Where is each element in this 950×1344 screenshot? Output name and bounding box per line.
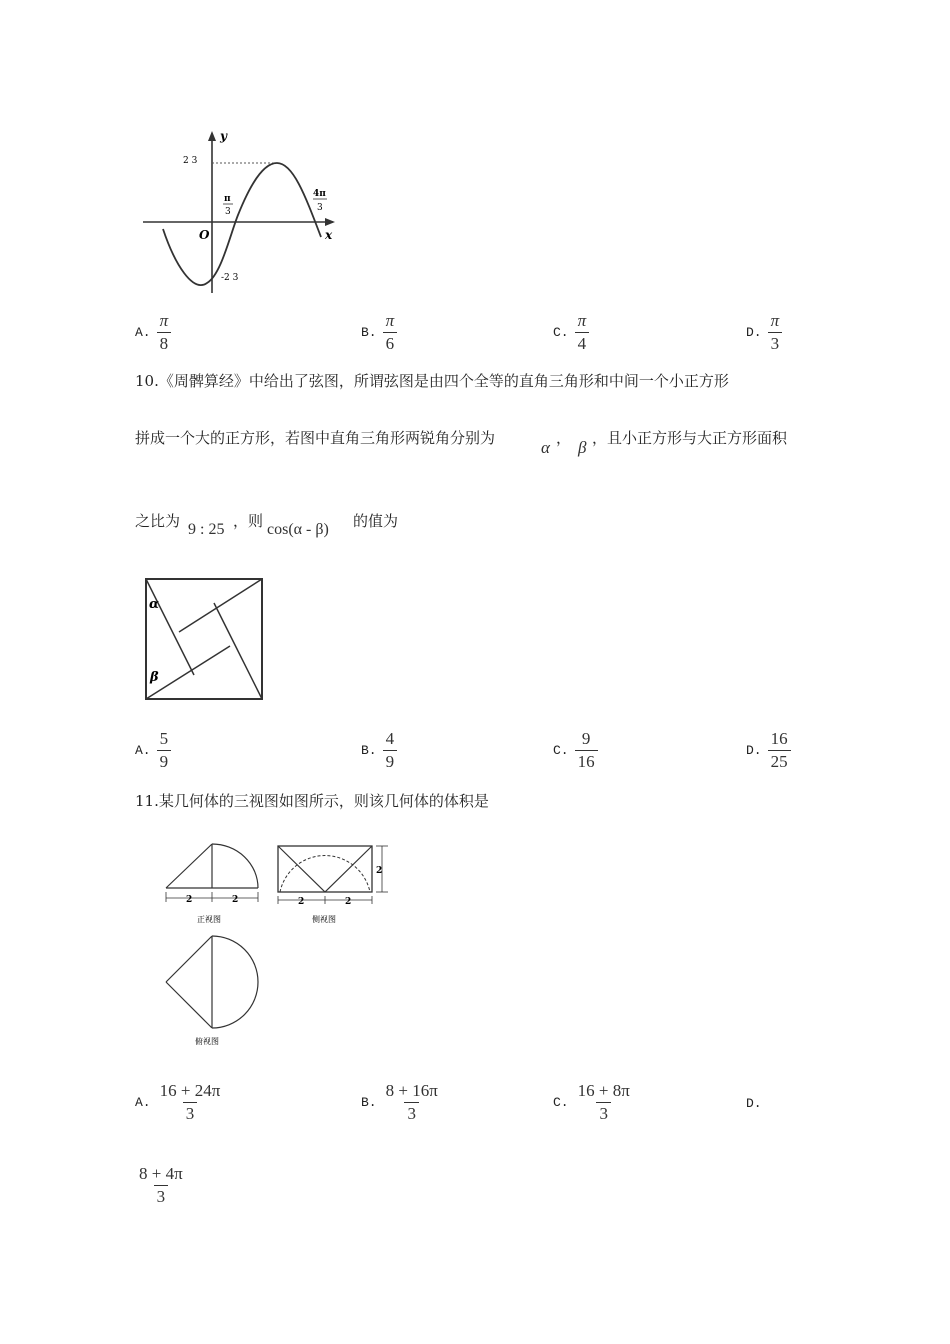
side-dim-1: 2 [298, 897, 305, 907]
denominator: 6 [383, 332, 398, 353]
side-view [272, 840, 397, 930]
denominator: 16 [575, 750, 598, 771]
denominator: 8 [157, 332, 172, 353]
numerator: 16 + 24π [159, 1081, 221, 1100]
q10-option-d[interactable] [746, 730, 791, 771]
fraction [157, 1082, 224, 1123]
fraction [575, 312, 590, 353]
q10-line-3-post: 的值为 [353, 512, 399, 530]
fraction [768, 312, 783, 353]
option-label: D. [746, 1096, 762, 1111]
q10-line-3-mid: ，则 [233, 512, 264, 530]
q10-option-b[interactable] [361, 730, 397, 771]
fraction [383, 730, 398, 771]
fraction [768, 730, 791, 771]
q10-ratio: 9 : 25 [188, 521, 225, 538]
y-axis-label: y [220, 129, 227, 143]
numerator: 16 [770, 729, 788, 748]
front-dim-2: 2 [232, 895, 239, 905]
denominator: 3 [768, 332, 783, 353]
q10-line-2-post: ，且小正方形与大正方形面积 [592, 429, 788, 447]
denominator: 25 [768, 750, 791, 771]
denominator: 3 [404, 1102, 419, 1123]
max-label: 2 3 [183, 156, 198, 166]
min-label: -2 3 [221, 273, 239, 283]
top-caption: 俯视图 [195, 1037, 219, 1046]
option-label: A. [135, 743, 151, 758]
q9-option-d[interactable] [746, 312, 782, 353]
option-label: C. [553, 743, 569, 758]
front-view [160, 840, 270, 930]
q11-option-d-value [136, 1164, 186, 1206]
denominator: 3 [154, 1185, 169, 1206]
option-label: B. [361, 1095, 377, 1110]
x-axis-label: x [325, 228, 333, 242]
q10-alpha: α [541, 438, 550, 457]
option-label: B. [361, 325, 377, 340]
sine-graph [135, 125, 345, 295]
top-view [160, 932, 270, 1047]
option-label: D. [746, 743, 762, 758]
q9-option-a[interactable] [135, 312, 171, 353]
numerator: π [770, 311, 780, 330]
q10-line-2 [135, 428, 495, 448]
denominator: 4 [575, 332, 590, 353]
numerator: π [159, 311, 169, 330]
numerator: 8 + 16π [385, 1081, 438, 1100]
numerator: 16 + 8π [577, 1081, 630, 1100]
option-label: C. [553, 1095, 569, 1110]
denominator: 9 [383, 750, 398, 771]
fraction [575, 1082, 633, 1123]
numerator: π [385, 311, 395, 330]
side-dim-2: 2 [345, 897, 352, 907]
fraction [157, 312, 172, 353]
q11-option-d[interactable] [746, 1096, 768, 1111]
option-label: A. [135, 325, 151, 340]
q9-option-c[interactable] [553, 312, 589, 353]
figure-alpha: α [149, 597, 160, 612]
fraction [383, 1082, 441, 1123]
side-dim-v: 2 [376, 866, 383, 876]
front-dim-1: 2 [186, 895, 193, 905]
option-label: C. [553, 325, 569, 340]
x-tick-1-den: 3 [225, 207, 231, 217]
origin-label: O [199, 228, 210, 242]
figure-beta: β [150, 670, 159, 685]
numerator: 5 [159, 729, 169, 748]
q11-text: 11.某几何体的三视图如图所示，则该几何体的体积是 [135, 792, 489, 810]
fraction [136, 1165, 186, 1206]
option-label: D. [746, 325, 762, 340]
denominator: 3 [596, 1102, 611, 1123]
denominator: 9 [157, 750, 172, 771]
fraction [383, 312, 398, 353]
x-tick-1-num: π [224, 194, 231, 204]
side-caption: 侧视图 [312, 915, 336, 924]
q11-option-c[interactable] [553, 1082, 633, 1123]
numerator: π [577, 311, 587, 330]
q10-beta: β [578, 438, 587, 457]
q10-option-a[interactable] [135, 730, 171, 771]
q10-expr: cos(α - β) [267, 521, 329, 538]
string-figure [140, 575, 270, 705]
q11-option-a[interactable] [135, 1082, 223, 1123]
option-label: A. [135, 1095, 151, 1110]
front-caption: 正视图 [197, 915, 221, 924]
q10-option-c[interactable] [553, 730, 598, 771]
x-tick-2-den: 3 [317, 203, 323, 213]
q9-option-b[interactable] [361, 312, 397, 353]
q10-line-2-pre: 拼成一个大的正方形，若图中直角三角形两锐角分别为 [135, 429, 496, 447]
numerator: 9 [581, 729, 591, 748]
denominator: 3 [183, 1102, 198, 1123]
x-tick-2-num: 4π [313, 189, 326, 199]
q10-comma: ， [556, 429, 572, 447]
numerator: 8 + 4π [139, 1164, 183, 1183]
numerator: 4 [385, 729, 395, 748]
fraction [157, 730, 172, 771]
option-label: B. [361, 743, 377, 758]
q10-line-3-pre: 之比为 [135, 512, 181, 530]
q10-line-1: 10.《周髀算经》中给出了弦图，所谓弦图是由四个全等的直角三角形和中间一个小正方形 [135, 372, 729, 390]
fraction [575, 730, 598, 771]
q11-option-b[interactable] [361, 1082, 441, 1123]
